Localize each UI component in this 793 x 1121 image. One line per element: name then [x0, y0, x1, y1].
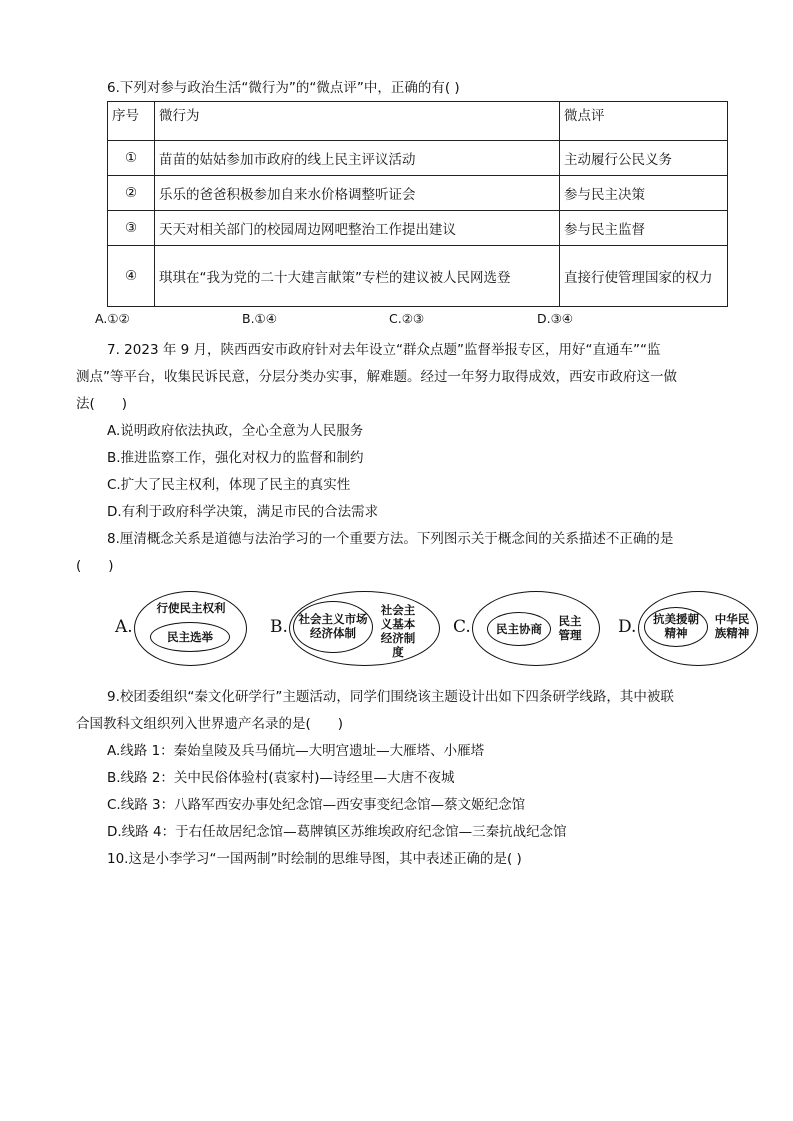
diagram-b-inner-label: 社会主义市场经济体制	[298, 612, 368, 640]
q7-option-c[interactable]: C.扩大了民主权利，体现了民主的真实性	[107, 477, 351, 493]
table-row	[108, 141, 728, 176]
diagram-c-inner-label: 民主协商	[496, 622, 542, 636]
q7-option-b[interactable]: B.推进监察工作，强化对权力的监督和制约	[107, 450, 364, 466]
header-comment: 微点评	[560, 102, 728, 141]
diagram-a-inner-label: 民主选举	[167, 630, 213, 644]
table-row	[108, 211, 728, 246]
q7-line2: 测点”等平台，收集民诉民意，分层分类办实事，解难题。经过一年努力取得成效，西安市政府这一做	[76, 369, 677, 385]
row-behavior: 天天对相关部门的校园周边网吧整治工作提出建议	[155, 211, 560, 246]
row-comment: 参与民主决策	[560, 176, 728, 211]
diagram-c-outer-label: 民主管理	[558, 614, 582, 642]
table-row	[108, 176, 728, 211]
diagram-c-letter[interactable]: C.	[453, 617, 471, 637]
q6-stem: 6.下列对参与政治生活“微行为”的“微点评”中，正确的有( )	[107, 80, 460, 96]
row-index: ①	[108, 141, 155, 176]
q7-line1: 7. 2023 年 9 月，陕西西安市政府针对去年设立“群众点题”监督举报专区，用好“直通车”“监	[107, 342, 661, 358]
diagram-a-letter[interactable]: A.	[115, 617, 133, 637]
q7-option-d[interactable]: D.有利于政府科学决策，满足市民的合法需求	[107, 504, 379, 520]
diagram-a-outer-label: 行使民主权利	[156, 601, 226, 615]
row-comment: 主动履行公民义务	[560, 141, 728, 176]
q9-line2: 合国教科文组织列入世界遗产名录的是( )	[76, 716, 344, 732]
row-behavior: 琪琪在“我为党的二十大建言献策”专栏的建议被人民网选登	[155, 246, 560, 307]
q9-option-a[interactable]: A.线路 1：秦始皇陵及兵马俑坑—大明宫遗址—大雁塔、小雁塔	[107, 743, 485, 759]
q7-line3: 法( )	[76, 396, 128, 412]
row-index: ④	[108, 246, 155, 307]
q6-option-d[interactable]: D.③④	[537, 311, 574, 326]
q6-table	[107, 101, 728, 307]
q6-option-a[interactable]: A.①②	[95, 311, 130, 326]
diagram-d-outer-label: 中华民族精神	[714, 612, 750, 640]
q9-option-b[interactable]: B.线路 2：关中民俗体验村(袁家村)—诗经里—大唐不夜城	[107, 770, 455, 786]
row-behavior: 苗苗的姑姑参加市政府的线上民主评议活动	[155, 141, 560, 176]
q8-line1: 8.厘清概念关系是道德与法治学习的一个重要方法。下列图示关于概念间的关系描述不正确的是	[107, 531, 674, 547]
header-behavior: 微行为	[155, 102, 560, 141]
q6-option-b[interactable]: B.①④	[242, 311, 277, 326]
q10-stem: 10.这是小李学习“一国两制”时绘制的思维导图，其中表述正确的是( )	[107, 851, 522, 867]
header-index: 序号	[108, 102, 155, 141]
diagram-d-letter[interactable]: D.	[618, 617, 637, 637]
q7-option-a[interactable]: A.说明政府依法执政，全心全意为人民服务	[107, 423, 364, 439]
diagram-b-outer-label: 社会主义基本经济制度	[380, 603, 416, 659]
q8-line2: ( )	[76, 558, 114, 574]
diagram-b-letter[interactable]: B.	[270, 617, 288, 637]
table-header-row	[108, 102, 728, 141]
q9-line1: 9.校团委组织“秦文化研学行”主题活动，同学们围绕该主题设计出如下四条研学线路，其中被联	[107, 689, 674, 705]
q9-option-d[interactable]: D.线路 4：于右任故居纪念馆—葛牌镇区苏维埃政府纪念馆—三秦抗战纪念馆	[107, 824, 567, 840]
row-index: ②	[108, 176, 155, 211]
q6-option-c[interactable]: C.②③	[389, 311, 425, 326]
q9-option-c[interactable]: C.线路 3：八路军西安办事处纪念馆—西安事变纪念馆—蔡文姬纪念馆	[107, 797, 526, 813]
row-behavior: 乐乐的爸爸积极参加自来水价格调整听证会	[155, 176, 560, 211]
diagram-d-inner-label: 抗美援朝精神	[653, 612, 699, 640]
row-comment: 参与民主监督	[560, 211, 728, 246]
row-comment: 直接行使管理国家的权力	[560, 246, 728, 307]
row-index: ③	[108, 211, 155, 246]
table-row	[108, 246, 728, 307]
